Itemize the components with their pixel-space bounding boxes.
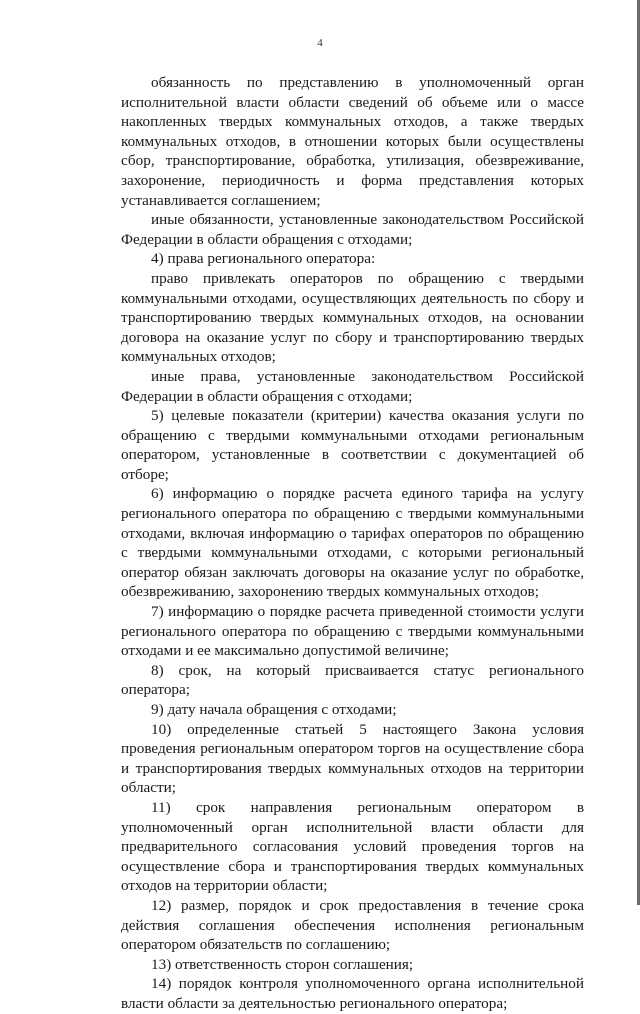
- page-number: 4: [317, 37, 323, 49]
- paragraph: 12) размер, порядок и срок предоставления в течение срока действия соглашения обеспечения исполнения региональным оператором обязательств по соглашению;: [121, 896, 584, 954]
- paragraph: 9) дату начала обращения с отходами;: [151, 701, 397, 718]
- paragraph: 5) целевые показатели (критерии) качества оказания услуги по обращению с твердыми коммунальными отходами региональным оператором, установленные в соответствии с документацией об отборе;: [121, 407, 584, 483]
- paragraph: иные права, установленные законодательством Российской Федерации в области обращения с отходами;: [121, 367, 584, 405]
- document-body: [121, 73, 584, 1014]
- paragraph: 7) информацию о порядке расчета приведенной стоимости услуги регионального оператора по обращению с твердыми коммунальными отходами и ее максимально допустимой величине;: [121, 603, 584, 660]
- paragraph: 14) порядок контроля уполномоченного органа исполнительной власти области за деятельностью регионального оператора;: [121, 975, 584, 1012]
- paragraph: обязанность по представлению в уполномоченный орган исполнительной власти области сведений об объеме или о массе накопленных твердых коммунальных отходов, а также твердых коммунальных отходов, в отношении которых были осуществлены сбор, транспортирование, обработка, утилизация, обезвреживание, захоронение, периодичность и форма представления которых устанавливается соглашением;: [121, 74, 584, 209]
- paragraph: 11) срок направления региональным оператором в уполномоченный орган исполнительной власти области для предварительного согласования условий проведения торгов на осуществление сбора и транспортирования твердых коммунальных отходов на территории области;: [121, 798, 584, 895]
- paragraph: 6) информацию о порядке расчета единого тарифа на услугу регионального оператора по обращению с твердыми коммунальными отходами, включая информацию о тарифах операторов по обращению с твердыми коммунальными отходами, с которыми региональный оператор обязан заключать договоры на оказание услуг по обработке, обезвреживанию, захоронению твердых коммунальных отходов;: [121, 485, 584, 601]
- paragraph: 4) права регионального оператора:: [151, 250, 376, 268]
- paragraph: 8) срок, на который присваивается статус регионального оператора;: [121, 661, 584, 699]
- paragraph: иные обязанности, установленные законодательством Российской Федерации в области обращения с отходами;: [121, 211, 584, 248]
- paragraph: 10) определенные статьей 5 настоящего Закона условия проведения региональным оператором торгов на осуществление сбора и транспортирования твердых коммунальных отходов на территории области;: [121, 720, 584, 797]
- paragraph: право привлекать операторов по обращению с твердыми коммунальными отходами, осуществляющих деятельность по сбору и транспортированию твердых коммунальных отходов, на основании договора на оказание услуг по сбору и транспортированию твердых коммунальных отходов;: [121, 269, 584, 366]
- paragraph: 13) ответственность сторон соглашения;: [151, 955, 414, 973]
